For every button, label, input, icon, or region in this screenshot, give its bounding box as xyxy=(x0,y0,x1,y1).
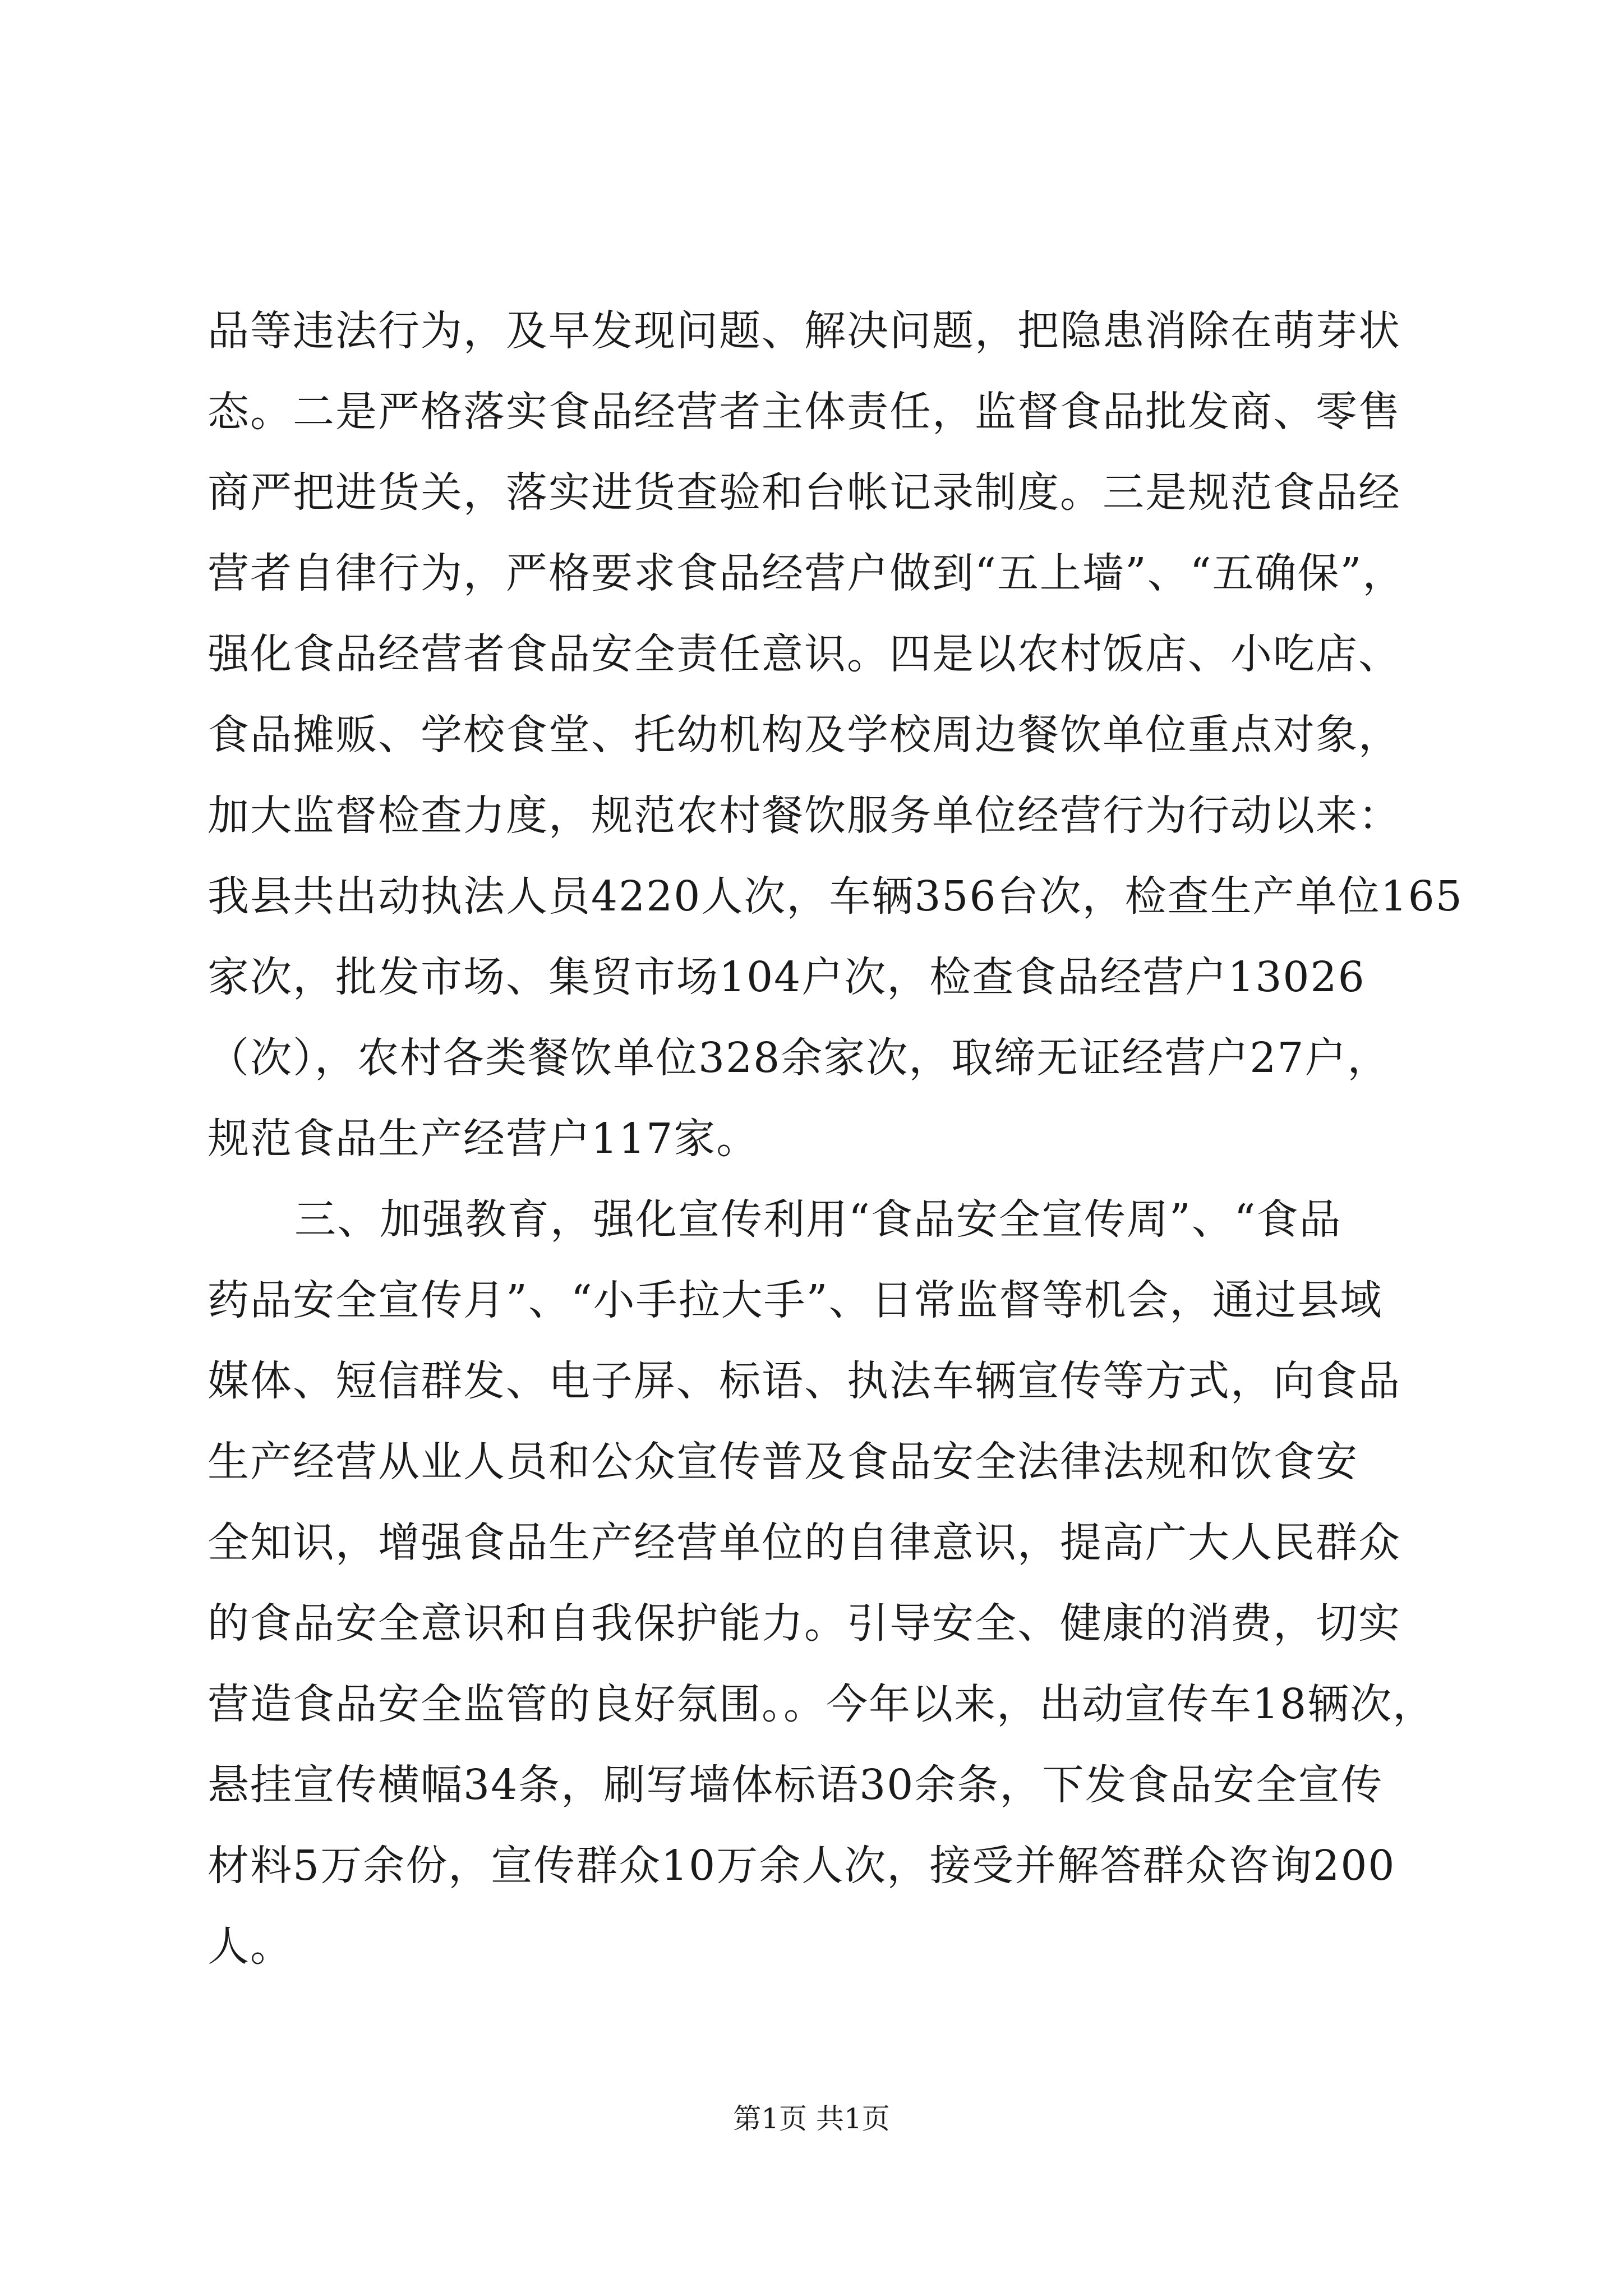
paragraph-line: 家次，批发市场、集贸市场104户次，检查食品经营户13026 xyxy=(208,953,1366,1001)
paragraph-line: 态。二是严格落实食品经营者主体责任，监督食品批发商、零售 xyxy=(208,388,1401,436)
paragraph-line: 材料5万余份，宣传群众10万余人次，接受并解答群众咨询200 xyxy=(208,1842,1396,1890)
paragraph-line: 人。 xyxy=(208,1922,293,1971)
paragraph-line: 营造食品安全监管的良好氛围。。今年以来，出动宣传车18辆次， xyxy=(208,1680,1436,1728)
paragraph-line: 品等违法行为，及早发现问题、解决问题，把隐患消除在萌芽状 xyxy=(208,307,1401,355)
paragraph-line: 全知识，增强食品生产经营单位的自律意识，提高广大人民群众 xyxy=(208,1519,1401,1567)
paragraph-line: 生产经营从业人员和公众宣传普及食品安全法律法规和饮食安 xyxy=(208,1438,1358,1486)
paragraph-line: 强化食品经营者食品安全责任意识。四是以农村饭店、小吃店、 xyxy=(208,630,1401,678)
paragraph-line: 商严把进货关，落实进货查验和台帐记录制度。三是规范食品经 xyxy=(208,468,1401,517)
paragraph-line: 的食品安全意识和自我保护能力。引导安全、健康的消费，切实 xyxy=(208,1599,1401,1648)
page-footer: 第1页 共1页 xyxy=(733,2102,890,2135)
paragraph-line: 规范食品生产经营户117家。 xyxy=(208,1115,759,1163)
paragraph-line: 媒体、短信群发、电子屏、标语、执法车辆宣传等方式，向食品 xyxy=(208,1357,1401,1405)
paragraph-line: 加大监督检查力度，规范农村餐饮服务单位经营行为行动以来： xyxy=(208,792,1401,840)
paragraph-line: 悬挂宣传横幅34条，刷写墙体标语30余条，下发食品安全宣传 xyxy=(208,1761,1384,1809)
paragraph-line: 营者自律行为，严格要求食品经营户做到“五上墙”、“五确保”， xyxy=(208,549,1405,597)
paragraph-line: 食品摊贩、学校食堂、托幼机构及学校周边餐饮单位重点对象， xyxy=(208,711,1401,759)
paragraph-line: （次），农村各类餐饮单位328余家次，取缔无证经营户27户， xyxy=(208,1034,1390,1082)
paragraph-line: 三、加强教育，强化宣传利用“食品安全宣传周”、“食品 xyxy=(294,1195,1342,1244)
paragraph-line: 我县共出动执法人员4220人次，车辆356台次，检查生产单位165 xyxy=(208,872,1463,921)
paragraph-line: 药品安全宣传月”、“小手拉大手”、日常监督等机会，通过县域 xyxy=(208,1276,1383,1324)
